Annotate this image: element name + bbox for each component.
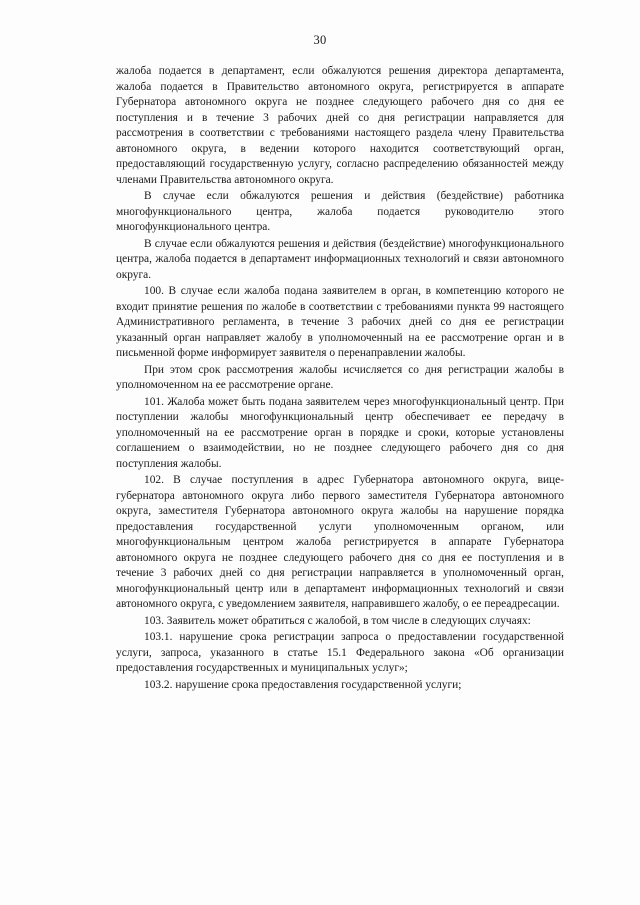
paragraph: В случае если обжалуются решения и действия (бездействие) многофункционального центра, жалоба подается в департамент информационных технологий и связи автономного округа. [116,237,564,281]
paragraph: При этом срок рассмотрения жалобы исчисляется со дня регистрации жалобы в уполномоченном на ее рассмотрение органе. [116,363,564,391]
paragraph: 103. Заявитель может обратиться с жалобой, в том числе в следующих случаях: [144,614,531,627]
page-number: 30 [313,33,327,47]
paragraph: 100. В случае если жалоба подана заявителем в орган, в компетенцию которого не входит принятие решения по жалобе в соответствии с требованиями пункта 99 настоящего Административного регламента, в течение 3 рабочих дней со дня ее регистрации указанный орган направляет жалобу в уполномоченный на ее рассмотрение орган и в письменной форме информирует заявителя о перенаправлении жалобы. [116,285,564,359]
paragraph: 102. В случае поступления в адрес Губернатора автономного округа, вице-губернатора автономного округа либо первого заместителя Губернатора автономного округа, заместителя Губернатора автономного округа жалобы на нарушение порядка предоставления государственной услуги уполномоченным органом, или многофункциональным центром жалоба регистрируется в аппарате Губернатора автономного округа не позднее следующего рабочего дня со дня ее поступления и в течение 3 рабочих дней со дня регистрации направляется в уполномоченный орган, многофункциональный центр или в департамент информационных технологий и связи автономного округа, с уведомлением заявителя, направившего жалобу, о ее переадресации. [116,474,564,610]
paragraph: 103.2. нарушение срока предоставления государственной услуги; [144,678,462,691]
document-body [116,64,564,694]
paragraph: 103.1. нарушение срока регистрации запроса о предоставлении государственной услуги, запроса, указанного в статье 15.1 Федерального закона «Об организации предоставления государственных и муниципальных услуг»; [116,631,564,674]
paragraph: 101. Жалоба может быть подана заявителем через многофункциональный центр. При поступлении жалобы многофункциональный центр обеспечивает ее передачу в уполномоченный на ее рассмотрение орган в порядке и сроки, которые установлены соглашением о взаимодействии, но не позднее следующего рабочего дня со дня поступления жалобы. [116,395,564,470]
paragraph: В случае если обжалуются решения и действия (бездействие) работника многофункционального центра, жалоба подается руководителю этого многофункционального центра. [116,190,564,233]
paragraph: жалоба подается в департамент, если обжалуются решения директора департамента, жалоба подается в Правительство автономного округа, регистрируется в аппарате Губернатора автономного округа не позднее следующего рабочего дня со дня ее поступления и в течение 3 рабочих дней со дня регистрации направляется для рассмотрения в соответствии с требованиями настоящего раздела члену Правительства автономного округа, в ведении которого находится соответствующий орган, предоставляющий государственную услугу, согласно распределению обязанностей между членами Правительства автономного округа. [116,65,564,186]
